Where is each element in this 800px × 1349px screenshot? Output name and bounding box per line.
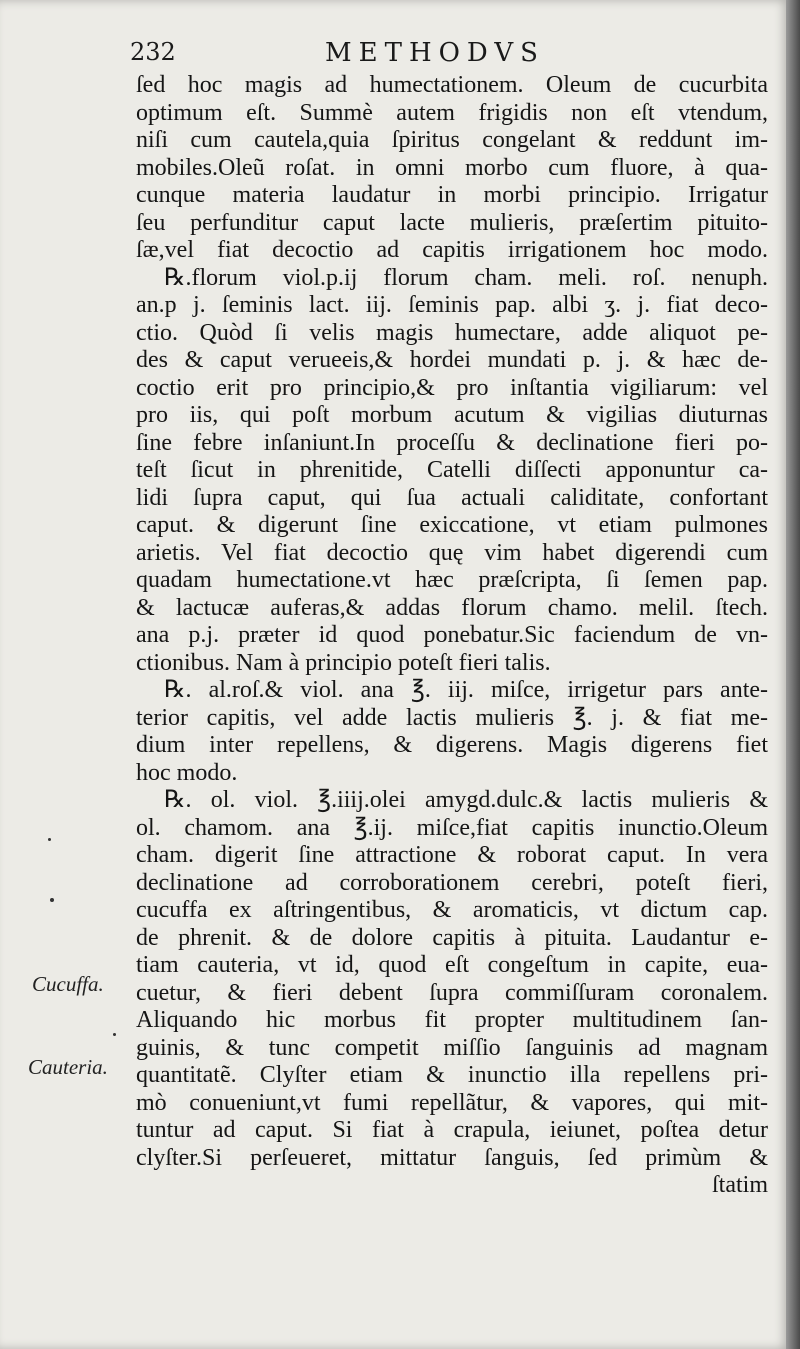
text-line: & lactucæ auferas,& addas florum chamo. melil. ſtech. xyxy=(136,594,768,621)
text-line: de phrenit. & de dolore capitis à pituita. Laudantur e- xyxy=(136,924,768,951)
text-line: tuntur ad caput. Si fiat à crapula, ieiunet, poſtea detur xyxy=(136,1117,768,1143)
text-line: pro iis, qui poſt morbum acutum & vigilias diuturnas xyxy=(136,402,768,428)
text-line: tiam cauteria, vt id, quod eſt congeſtum in capite, eua- xyxy=(136,952,768,978)
text-line: quantitatẽ. Clyſter etiam & inunctio illa repellens pri- xyxy=(136,1062,768,1088)
text-line: terior capitis, vel adde lactis mulieris ℥. j. & fiat me- xyxy=(136,704,768,731)
text-line: arietis. Vel fiat decoctio quę vim habet digerendi cum xyxy=(136,539,768,566)
text-line: coctio erit pro principio,& pro inſtantia vigiliarum: vel xyxy=(136,374,768,401)
text-line: teſt ſicut in phrenitide, Catelli diſſecti apponuntur ca- xyxy=(136,457,768,483)
text-line: Aliquando hic morbus fit propter multitudinem ſan- xyxy=(136,1007,768,1033)
text-line: ctionibus. Nam à principio poteſt fieri talis. xyxy=(136,649,551,676)
text-line: mò conueniunt,vt fumi repellãtur, & vapores, qui mit- xyxy=(136,1089,768,1116)
book-spine-shadow xyxy=(786,0,800,1349)
running-title: METHODVS xyxy=(325,38,545,68)
text-line: dium inter repellens, & digerens. Magis digerens fiet xyxy=(136,732,768,758)
margin-note-cauteria: Cauteria. xyxy=(28,1055,108,1079)
ink-spot xyxy=(48,838,51,841)
text-line: des & caput verueeis,& hordei mundati p. j. & hæc de- xyxy=(136,347,768,373)
text-line: cucuffa ex aſtringentibus, & aromaticis, vt dictum cap. xyxy=(136,897,768,923)
margin-note-cucuffa: Cucuffa. xyxy=(32,972,104,996)
text-line: ol. chamom. ana ℥.ij. miſce,fiat capitis inunctio.Oleum xyxy=(136,814,768,841)
text-line: optimum eſt. Summè autem frigidis non eſt vtendum, xyxy=(136,99,768,126)
text-line: cuetur, & fieri debent ſupra commiſſuram coronalem. xyxy=(136,979,768,1006)
text-line: ſeu perfunditur caput lacte mulieris, præſertim pituito- xyxy=(136,209,768,236)
page-number: 232 xyxy=(130,38,176,66)
text-line: ℞. al.roſ.& viol. ana ℥. iij. miſce, irrigetur pars ante- xyxy=(164,677,768,703)
text-line: guinis, & tunc competit miſſio ſanguinis ad magnam xyxy=(136,1034,768,1061)
text-line: niſi cum cautela,quia ſpiritus congelant & reddunt im- xyxy=(136,127,768,153)
body-text xyxy=(136,72,768,1200)
text-line: ſine febre inſaniunt.In proceſſu & declinatione fieri po- xyxy=(136,429,768,456)
text-line: ctio. Quòd ſi velis magis humectare, adde aliquot pe- xyxy=(136,319,768,346)
text-line: hoc modo. xyxy=(136,759,238,786)
text-line: caput. & digerunt ſine exiccatione, vt etiam pulmones xyxy=(136,512,768,538)
text-line: ℞. ol. viol. ℥.iiij.olei amygd.dulc.& lactis mulieris & xyxy=(164,787,768,813)
text-line: ana p.j. præter id quod ponebatur.Sic faciendum de vn- xyxy=(136,622,768,648)
catchword: ſtatim xyxy=(712,1172,768,1198)
text-line: cunque materia laudatur in morbi principio. Irrigatur xyxy=(136,182,768,208)
text-line: clyſter.Si perſeueret, mittatur ſanguis, ſed primùm & xyxy=(136,1144,768,1171)
text-line: cham. digerit ſine attractione & roborat caput. In vera xyxy=(136,842,768,868)
text-line: ℞.florum viol.p.ij florum cham. meli. roſ. nenuph. xyxy=(164,264,768,291)
text-line: lidi ſupra caput, qui ſua actuali caliditate, confortant xyxy=(136,484,768,511)
text-line: ſed hoc magis ad humectationem. Oleum de cucurbita xyxy=(136,72,768,98)
ink-spot xyxy=(50,898,54,902)
text-line: ſæ,vel fiat decoctio ad capitis irrigationem hoc modo. xyxy=(136,237,768,263)
ink-spot xyxy=(113,1033,116,1036)
text-line: an.p j. ſeminis lact. iij. ſeminis pap. albi ʒ. j. fiat deco- xyxy=(136,292,768,318)
text-line: declinatione ad corroborationem cerebri, poteſt fieri, xyxy=(136,869,768,896)
text-line: mobiles.Oleũ roſat. in omni morbo cum fluore, à qua- xyxy=(136,154,768,181)
text-line: quadam humectatione.vt hæc præſcripta, ſi ſemen pap. xyxy=(136,567,768,593)
